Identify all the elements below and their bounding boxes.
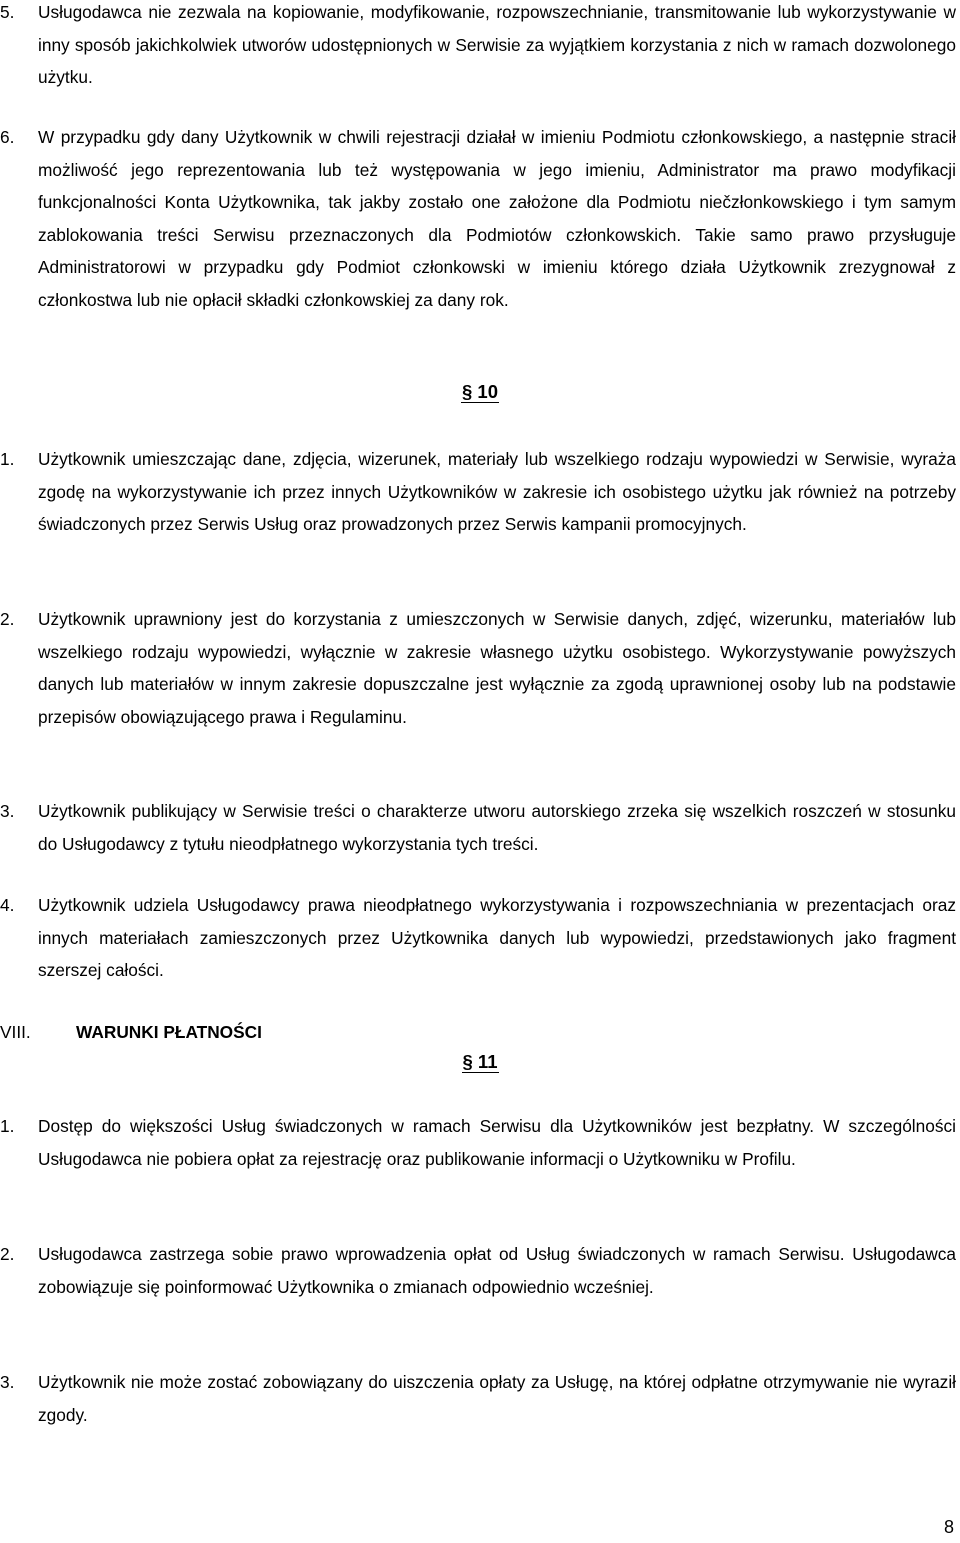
list-item: [0, 603, 956, 733]
section-title: WARUNKI PŁATNOŚCI: [76, 1022, 262, 1042]
item-text: Użytkownik uprawniony jest do korzystania z umieszczonych w Serwisie danych, zdjęć, wizerunku, materiałów lub wszelkiego rodzaju wypowiedzi, wyłącznie w zakresie własnego użytku osobistego. Wykorzystywanie powyższych danych lub materiałów w innym zakresie dopuszczalne jest wyłącznie za zgodą uprawnionej osoby lub na podstawie przepisów obowiązującego prawa i Regulaminu.: [38, 609, 956, 727]
list-item: [0, 121, 956, 316]
paragraph-sign: § 11: [462, 1051, 498, 1072]
list-item: [0, 0, 956, 94]
item-text: Użytkownik nie może zostać zobowiązany do uiszczenia opłaty za Usługę, na której odpłatne otrzymywanie nie wyraził zgody.: [38, 1372, 956, 1425]
item-number: 3.: [0, 1372, 15, 1392]
item-number: 1.: [0, 1116, 15, 1136]
paragraph-sign: § 10: [461, 381, 498, 402]
item-text: Usługodawca zastrzega sobie prawo wprowadzenia opłat od Usług świadczonych w ramach Serwisu. Usługodawca zobowiązuje się poinformować Użytkownika o zmianach odpowiednio wcześniej.: [38, 1244, 956, 1297]
list-item: [0, 889, 956, 987]
item-text: Użytkownik umieszczając dane, zdjęcia, wizerunek, materiały lub wszelkiego rodzaju wypowiedzi w Serwisie, wyraża zgodę na wykorzystywanie ich przez innych Użytkowników w zakresie ich osobistego użytku jak również na potrzeby świadczonych przez Serwis Usług oraz prowadzonych przez Serwis kampanii promocyjnych.: [38, 449, 956, 534]
paragraph-heading-11: [0, 1051, 960, 1073]
item-text: Dostęp do większości Usług świadczonych w ramach Serwisu dla Użytkowników jest bezpłatny. W szczególności Usługodawca nie pobiera opłat za rejestrację oraz publikowanie informacji o Użytkowniku w Profilu.: [38, 1116, 956, 1169]
item-text: Użytkownik publikujący w Serwisie treści o charakterze utworu autorskiego zrzeka się wszelkich roszczeń w stosunku do Usługodawcy z tytułu nieodpłatnego wykorzystania tych treści.: [38, 801, 956, 854]
item-number: 5.: [0, 2, 15, 22]
item-number: 3.: [0, 801, 15, 821]
item-text: W przypadku gdy dany Użytkownik w chwili rejestracji działał w imieniu Podmiotu członkowskiego, a następnie stracił możliwość jego reprezentowania lub też występowania w jego imieniu, Administrator ma prawo modyfikacji funkcjonalności Konta Użytkownika, tak jakby zostało one założone dla Podmiotu niečzłonkowskiego i tym samym zablokowania treści Serwisu przeznaczonych dla Podmiotów członkowskich. Takie samo prawo przysługuje Administratorowi w przypadku gdy Podmiot członkowski w imieniu którego działa Użytkownik zrezygnował z członkostwa lub nie opłacił składki członkowskiej za dany rok.: [38, 127, 956, 310]
list-item: [0, 1110, 956, 1175]
item-number: 4.: [0, 895, 15, 915]
item-number: 1.: [0, 449, 15, 469]
item-text: Użytkownik udziela Usługodawcy prawa nieodpłatnego wykorzystywania i rozpowszechniania w prezentacjach oraz innych materiałach zamieszczonych przez Użytkownika danych lub wypowiedzi, przedstawionych jako fragment szerszej całości.: [38, 895, 956, 980]
section-number: VIII.: [0, 1022, 31, 1042]
list-item: [0, 795, 956, 860]
item-number: 2.: [0, 1244, 15, 1264]
item-text: Usługodawca nie zezwala na kopiowanie, modyfikowanie, rozpowszechnianie, transmitowanie lub wykorzystywanie w inny sposób jakichkolwiek utworów udostępnionych w Serwisie za wyjątkiem korzystania z nich w ramach dozwolonego użytku.: [38, 2, 956, 87]
item-number: 6.: [0, 127, 15, 147]
list-item: [0, 1366, 956, 1431]
section-heading: [0, 1016, 960, 1048]
paragraph-heading-10: [0, 381, 960, 403]
list-item: [0, 1238, 956, 1303]
item-number: 2.: [0, 609, 15, 629]
page-number: 8: [943, 1517, 954, 1537]
list-item: [0, 443, 956, 541]
